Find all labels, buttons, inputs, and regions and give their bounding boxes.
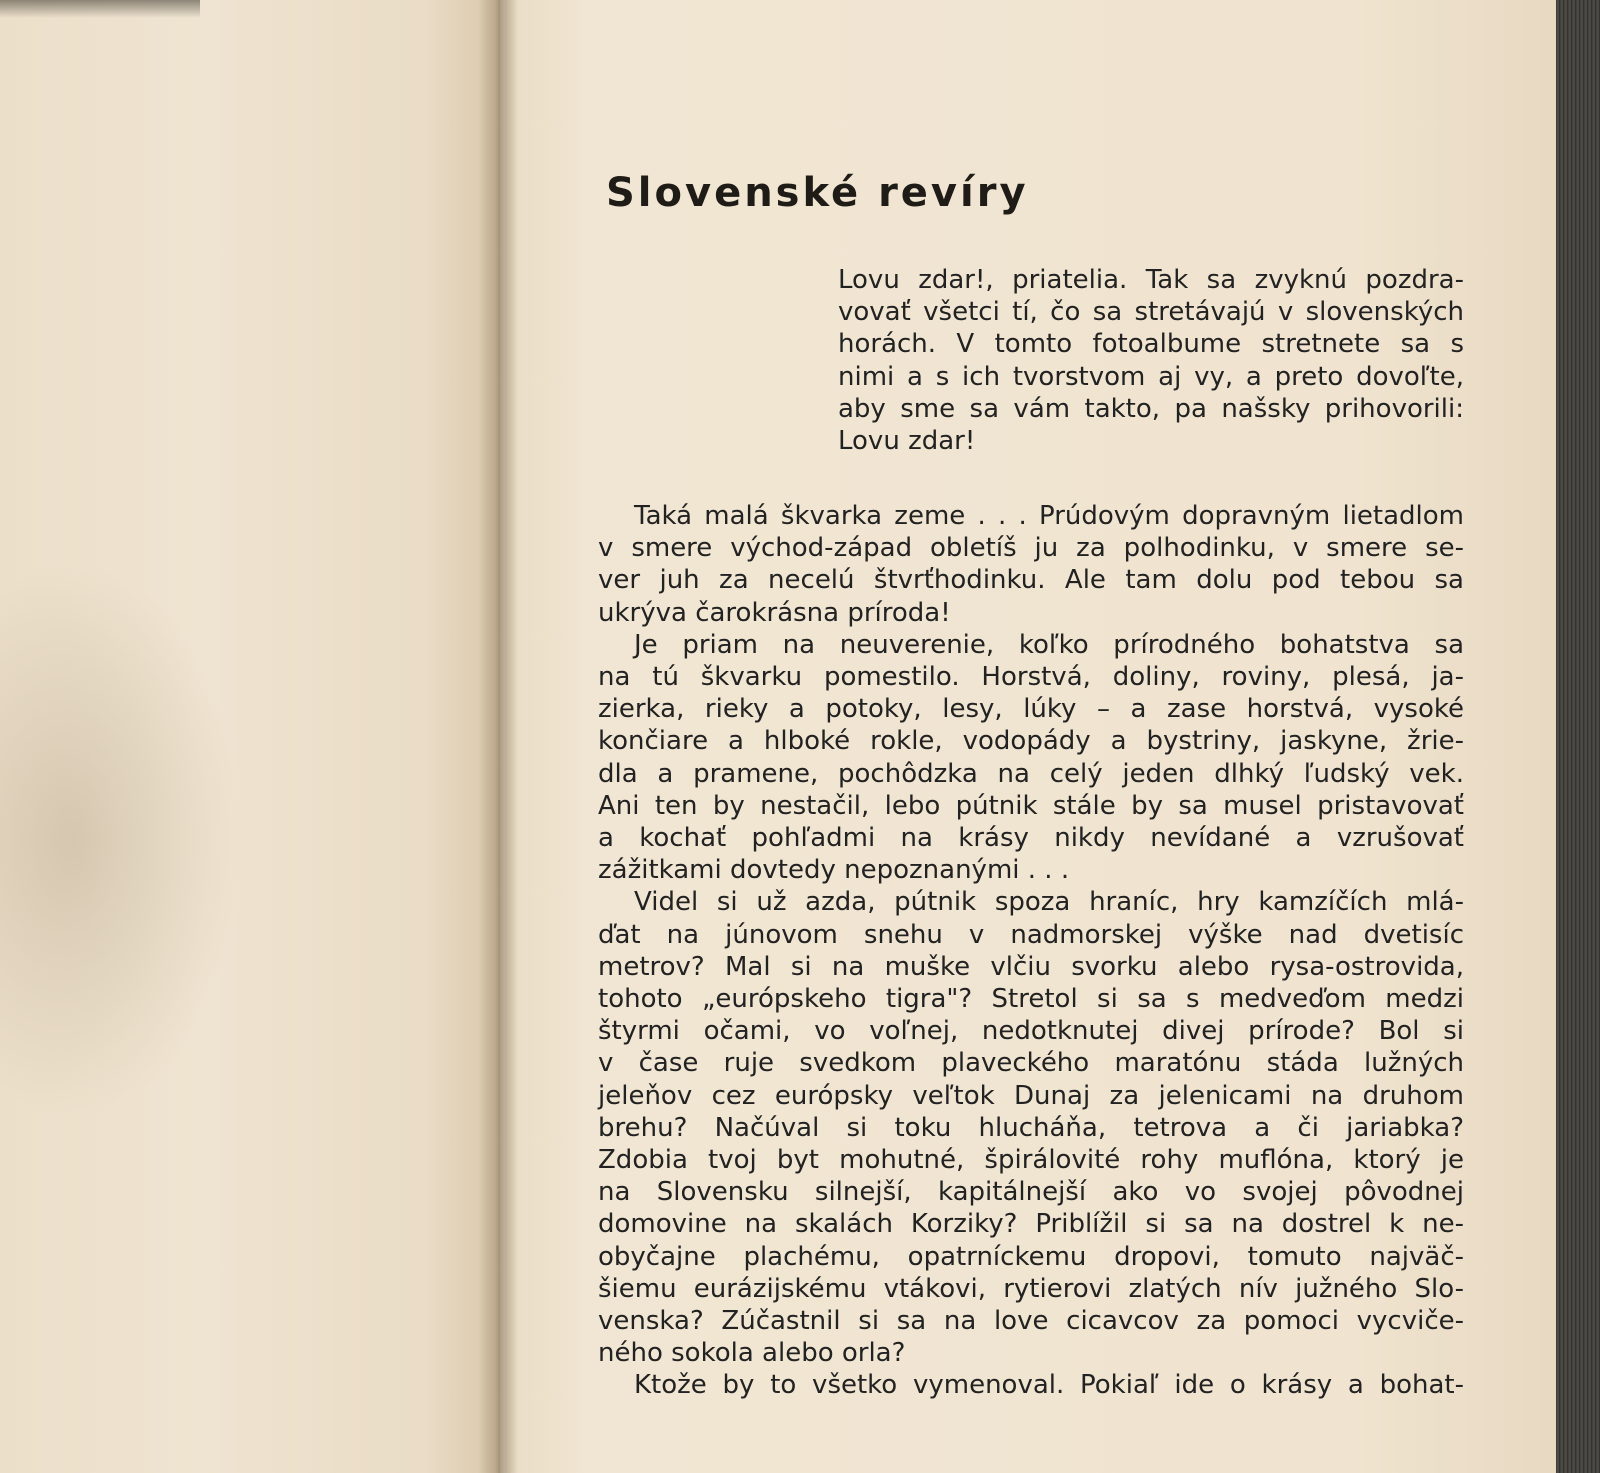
intro-line: Lovu zdar!, priatelia. Tak sa zvyknú pozdra-	[838, 265, 1464, 295]
body-line: venska? Zúčastnil si sa na love cicavcov za pomoci vycviče-	[598, 1306, 1464, 1337]
body-line: končiare a hlboké rokle, vodopády a bystriny, jaskyne, žrie-	[598, 726, 1464, 757]
body-line: Ani ten by nestačil, lebo pútnik stále by sa musel pristavovať	[598, 790, 1464, 821]
body-line: ného sokola alebo orla?	[598, 1338, 906, 1369]
body-line: jeleňov cez európsky veľtok Dunaj za jelenicami na druhom	[598, 1080, 1464, 1111]
body-line: dla a pramene, pochôdzka na celý jeden dlhký ľudský vek.	[598, 758, 1464, 789]
body-line: šiemu eurázijskému vtákovi, rytierovi zlatých nív južného Slo-	[598, 1273, 1464, 1304]
body-line: metrov? Mal si na muške vlčiu svorku alebo rysa-ostrovida,	[598, 951, 1464, 982]
body-line: na Slovensku silnejší, kapitálnejší ako vo svojej pôvodnej	[598, 1177, 1464, 1208]
page-stain	[0, 560, 240, 1120]
body-line: Ktože by to všetko vymenoval. Pokiaľ ide o krásy a bohat-	[634, 1370, 1464, 1401]
body-line: na tú škvarku pomestilo. Horstvá, doliny, roviny, plesá, ja-	[598, 662, 1464, 693]
body-line: v čase ruje svedkom plaveckého maratónu stáda lužných	[598, 1048, 1464, 1079]
intro-paragraph	[838, 264, 1464, 457]
body-text	[598, 500, 1464, 1402]
body-line: ver juh za necelú štvrťhodinku. Ale tam dolu pod tebou sa	[598, 565, 1464, 596]
page-title: Slovenské revíry	[606, 170, 1029, 216]
body-line: v smere východ-západ obletíš ju za polhodinku, v smere se-	[598, 533, 1464, 564]
body-line: ukrýva čarokrásna príroda!	[598, 597, 951, 628]
body-line: štyrmi očami, vo voľnej, nedotknutej divej prírode? Bol si	[598, 1016, 1464, 1047]
page-shadow-top	[0, 0, 200, 18]
book-gutter	[478, 0, 518, 1473]
intro-line: aby sme sa vám takto, pa našsky prihovorili:	[838, 393, 1464, 424]
body-line: tohoto „európskeho tigra"? Stretol si sa s medveďom medzi	[598, 984, 1464, 1015]
page-edges	[1556, 0, 1600, 1473]
body-line: domovine na skalách Korziky? Priblížil si sa na dostrel k ne-	[598, 1209, 1464, 1240]
body-line: zážitkami dovtedy nepoznanými . . .	[598, 855, 1070, 886]
intro-line: Lovu zdar!	[838, 426, 976, 457]
left-page-blank	[0, 0, 500, 1473]
intro-line: vovať všetci tí, čo sa stretávajú v slovenských	[838, 297, 1464, 328]
intro-line: horách. V tomto fotoalbume stretnete sa s	[838, 329, 1464, 360]
body-line: ďat na júnovom snehu v nadmorskej výške nad dvetisíc	[598, 919, 1464, 950]
intro-line: nimi a s ich tvorstvom aj vy, a preto dovoľte,	[838, 361, 1464, 392]
body-line: a kochať pohľadmi na krásy nikdy nevídané a vzrušovať	[598, 823, 1464, 854]
body-line: Zdobia tvoj byt mohutné, špirálovité rohy muflóna, ktorý je	[598, 1145, 1464, 1176]
body-line: zierka, rieky a potoky, lesy, lúky – a zase horstvá, vysoké	[598, 694, 1464, 725]
body-line: obyčajne plachému, opatrníckemu dropovi, tomuto najväč-	[598, 1241, 1464, 1272]
body-line: Je priam na neuverenie, koľko prírodného bohatstva sa	[634, 629, 1464, 660]
body-line: Taká malá škvarka zeme . . . Prúdovým dopravným lietadlom	[634, 501, 1464, 531]
body-line: Videl si už azda, pútnik spoza hraníc, hry kamzíčích mlá-	[634, 887, 1464, 918]
body-line: brehu? Načúval si toku hlucháňa, tetrova a či jariabka?	[598, 1112, 1464, 1143]
